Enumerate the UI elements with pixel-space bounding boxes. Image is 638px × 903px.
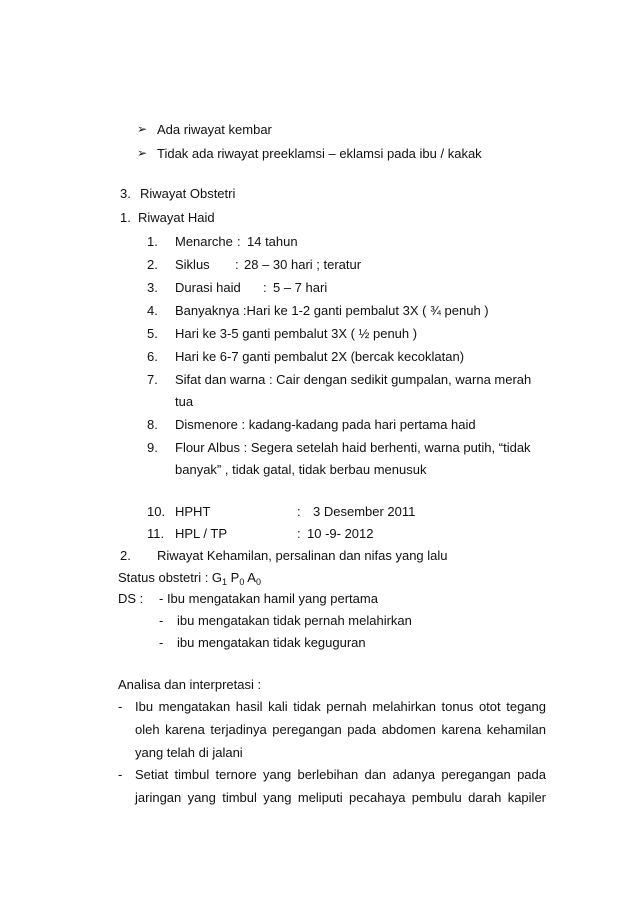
item-text-continued: tua	[175, 394, 194, 409]
arrow-bullet-icon: ➢	[137, 122, 148, 136]
analisa-paragraph-line: jaringan yang timbul yang meliputi pecahaya pembulu darah kapiler	[135, 790, 546, 805]
subsection-title: Riwayat Kehamilan, persalinan dan nifas yang lalu	[157, 548, 448, 563]
item-number: 2.	[147, 257, 158, 272]
item-label: Durasi haid	[175, 280, 241, 295]
ds-line: - Ibu mengatakan hamil yang pertama	[159, 591, 378, 606]
item-label: Menarche	[175, 234, 233, 249]
item-value: 14 tahun	[247, 234, 298, 249]
item-separator: :	[297, 526, 301, 541]
item-value: 28 – 30 hari ; teratur	[244, 257, 362, 272]
item-text: Hari ke 3-5 ganti pembalut 3X ( ½ penuh )	[175, 326, 418, 341]
analisa-dash: -	[118, 699, 123, 714]
item-number: 4.	[147, 303, 158, 318]
item-label: Siklus	[175, 257, 210, 272]
item-number: 8.	[147, 417, 158, 432]
item-text: Flour Albus : Segera setelah haid berhenti, warna putih, “tidak	[175, 440, 531, 455]
item-separator: :	[297, 504, 301, 519]
item-separator: :	[235, 257, 239, 272]
item-label: HPL / TP	[175, 526, 228, 541]
item-number: 11.	[147, 526, 165, 541]
item-value: 10 -9- 2012	[307, 526, 374, 541]
item-text: Sifat dan warna : Cair dengan sedikit gumpalan, warna merah	[175, 372, 532, 387]
item-value: 5 – 7 hari	[273, 280, 328, 295]
item-number: 10.	[147, 504, 166, 519]
analisa-paragraph-line: oleh karena terjadinya peregangan pada abdomen karena kehamilan	[135, 722, 546, 737]
status-obstetri: Status obstetri : $G_1$ $P_0$ $A_0$	[118, 570, 261, 587]
item-label: HPHT	[175, 504, 211, 519]
ds-sub-item: ibu mengatakan tidak keguguran	[177, 635, 366, 650]
analisa-title: Analisa dan interpretasi :	[118, 677, 262, 692]
item-value: 3 Desember 2011	[313, 504, 416, 519]
analisa-dash: -	[118, 767, 123, 782]
analisa-paragraph-line: yang telah di jalani	[135, 745, 243, 760]
ds-sub-item: ibu mengatakan tidak pernah melahirkan	[177, 613, 412, 628]
item-number: 7.	[147, 372, 158, 387]
item-number: 1.	[147, 234, 158, 249]
ds-label: DS :	[118, 591, 144, 606]
subsection-title: Riwayat Haid	[138, 210, 215, 225]
section-number: 3.	[120, 186, 131, 201]
item-separator: :	[237, 234, 241, 249]
analisa-paragraph-line: Ibu mengatakan hasil kali tidak pernah melahirkan tonus otot tegang	[135, 699, 546, 714]
subsection-number: 1.	[120, 210, 131, 225]
bullet-item: Tidak ada riwayat preeklamsi – eklamsi pada ibu / kakak	[157, 146, 482, 161]
item-number: 5.	[147, 326, 158, 341]
item-text-continued: banyak” , tidak gatal, tidak berbau menusuk	[175, 462, 427, 477]
arrow-bullet-icon: ➢	[137, 146, 148, 160]
item-text: Dismenore : kadang-kadang pada hari pertama haid	[175, 417, 476, 432]
item-separator: :	[263, 280, 267, 295]
ds-dash: -	[159, 635, 164, 650]
item-text: Hari ke 6-7 ganti pembalut 2X (bercak kecoklatan)	[175, 349, 465, 364]
item-number: 3.	[147, 280, 158, 295]
item-text: Banyaknya :Hari ke 1-2 ganti pembalut 3X ( ¾ penuh )	[175, 303, 489, 318]
analisa-paragraph-line: Setiat timbul ternore yang berlebihan dan adanya peregangan pada	[135, 767, 546, 782]
ds-dash: -	[159, 613, 164, 628]
item-number: 9.	[147, 440, 158, 455]
section-title: Riwayat Obstetri	[140, 186, 236, 201]
item-number: 6.	[147, 349, 158, 364]
bullet-item: Ada riwayat kembar	[157, 122, 272, 137]
subsection-number: 2.	[120, 548, 131, 563]
